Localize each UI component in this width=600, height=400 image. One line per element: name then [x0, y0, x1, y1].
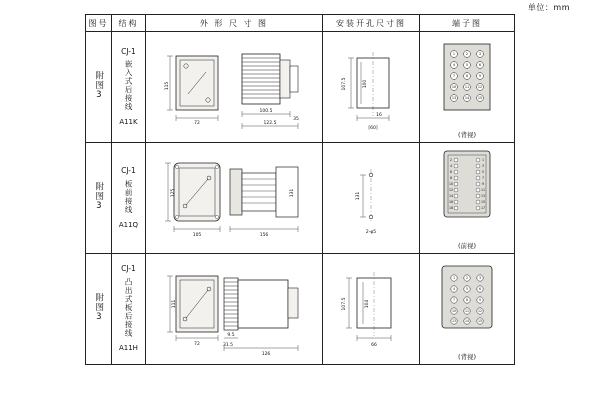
- row1-hole-1075: 107.5: [341, 77, 347, 91]
- svg-text:17: 17: [480, 206, 486, 211]
- row2-hole-svg: [323, 143, 419, 253]
- row3-hole-svg: [323, 254, 419, 364]
- row1-terminal-svg: [420, 32, 514, 124]
- svg-text:18: 18: [448, 206, 454, 211]
- row1-type: 嵌入式后接线: [124, 60, 134, 112]
- header-terminal: 端子图: [419, 15, 514, 32]
- svg-text:1: 1: [452, 276, 455, 281]
- row2-structure: [111, 143, 145, 254]
- row1-hole-100: 100: [362, 79, 368, 89]
- svg-text:4: 4: [452, 63, 456, 68]
- svg-text:8: 8: [449, 176, 452, 181]
- svg-text:11: 11: [480, 188, 486, 193]
- row2-hole-drawing: [322, 143, 419, 254]
- svg-text:6: 6: [449, 170, 452, 175]
- row1-dim-1225: 122.5: [263, 121, 277, 126]
- svg-text:11: 11: [464, 85, 470, 90]
- row3-hole-drawing: [322, 254, 419, 365]
- svg-text:10: 10: [451, 85, 457, 90]
- row1-hole-60: [60]: [368, 126, 378, 131]
- svg-text:10: 10: [448, 182, 454, 187]
- table-row: [86, 254, 515, 365]
- svg-text:4: 4: [452, 287, 455, 292]
- row1-hole-16: 16: [376, 113, 382, 118]
- row1-outline-svg: [146, 32, 322, 142]
- row3-code: A11H: [118, 344, 138, 353]
- row2-outline-drawing: [145, 143, 322, 254]
- row2-dim-156: 156: [259, 233, 269, 238]
- svg-text:2: 2: [465, 52, 469, 57]
- svg-text:15: 15: [480, 200, 486, 205]
- svg-text:4: 4: [449, 164, 452, 169]
- row3-dim-111: 111: [171, 299, 177, 309]
- svg-text:14: 14: [464, 319, 470, 324]
- svg-text:14: 14: [448, 194, 454, 199]
- svg-text:7: 7: [452, 298, 455, 303]
- row3-type: 凸出式板后接线: [124, 278, 134, 338]
- table-header-row: [86, 15, 515, 32]
- svg-text:1: 1: [481, 158, 484, 163]
- svg-text:5: 5: [481, 170, 484, 175]
- svg-text:12: 12: [477, 309, 483, 314]
- row1-structure: [111, 32, 145, 143]
- row3-outline-drawing: [145, 254, 322, 365]
- svg-text:12: 12: [448, 188, 454, 193]
- svg-text:6: 6: [478, 63, 482, 68]
- row2-drawing-no: [86, 143, 112, 254]
- row2-type: 板前接线: [124, 179, 134, 214]
- row3-dim-72: 72: [194, 342, 200, 347]
- header-structure: 结构: [111, 15, 145, 32]
- row1-code: A11K: [119, 118, 138, 127]
- svg-text:9: 9: [478, 74, 482, 79]
- svg-text:2: 2: [465, 276, 468, 281]
- row1-dim-1005: 100.5: [259, 109, 273, 114]
- row1-dim-72: 72: [194, 121, 200, 126]
- row1-drawing-no-label: 附图3: [93, 71, 104, 101]
- row2-terminal-svg: [420, 143, 514, 235]
- row2-drawing-no-label: 附图3: [93, 182, 104, 212]
- row3-hole-1075: 107.5: [341, 297, 347, 311]
- svg-text:9: 9: [478, 298, 481, 303]
- svg-text:8: 8: [465, 298, 468, 303]
- row3-model: CJ-1: [121, 264, 136, 274]
- svg-text:10: 10: [451, 309, 457, 314]
- row3-outline-svg: [146, 254, 322, 364]
- svg-text:8: 8: [465, 74, 469, 79]
- row3-terminal-svg: [420, 254, 514, 346]
- svg-text:3: 3: [478, 276, 481, 281]
- svg-text:1: 1: [452, 52, 456, 57]
- row3-dim-315: 31.5: [222, 343, 233, 348]
- table-row: [86, 143, 515, 254]
- row2-model: CJ-1: [121, 166, 136, 176]
- row1-terminal-drawing: [419, 32, 514, 143]
- svg-text:7: 7: [481, 176, 484, 181]
- row1-outline-drawing: [145, 32, 322, 143]
- row3-terminal-caption: (背视): [457, 353, 477, 361]
- row1-hole-svg: [323, 32, 419, 142]
- row2-terminal-caption: (前视): [457, 242, 477, 250]
- row3-structure: [111, 254, 145, 365]
- row3-hole-104: 104: [364, 299, 370, 309]
- row3-dim-95: 9.5: [227, 333, 235, 338]
- row3-terminal-drawing: [419, 254, 514, 365]
- row1-dim-115: 115: [164, 81, 170, 91]
- row2-dim-131: 131: [289, 188, 295, 198]
- svg-text:16: 16: [448, 200, 454, 205]
- header-drawing-no: 图号: [86, 15, 112, 32]
- svg-text:14: 14: [464, 96, 470, 101]
- svg-text:7: 7: [452, 74, 456, 79]
- row1-model: CJ-1: [121, 46, 136, 56]
- row1-terminal-caption: (背视): [457, 131, 477, 139]
- header-hole: 安装开孔尺寸图: [322, 15, 419, 32]
- header-outline: 外 形 尺 寸 图: [145, 15, 322, 32]
- svg-text:3: 3: [478, 52, 482, 57]
- row1-hole-drawing: [322, 32, 419, 143]
- row2-outline-svg: [146, 143, 322, 253]
- row1-dim-35: 35: [293, 117, 299, 122]
- svg-text:11: 11: [464, 309, 470, 314]
- row2-terminal-drawing: [419, 143, 514, 254]
- row3-drawing-no-label: 附图3: [93, 293, 104, 323]
- row2-dim-105: 105: [192, 233, 202, 238]
- svg-text:9: 9: [481, 182, 484, 187]
- spec-table: [85, 14, 515, 365]
- svg-text:3: 3: [481, 164, 484, 169]
- svg-text:6: 6: [478, 287, 481, 292]
- svg-text:15: 15: [477, 96, 483, 101]
- svg-text:2: 2: [449, 158, 452, 163]
- row1-drawing-no: [86, 32, 112, 143]
- row3-hole-66: 66: [371, 343, 377, 348]
- svg-text:15: 15: [477, 319, 483, 324]
- svg-text:5: 5: [465, 287, 468, 292]
- svg-text:13: 13: [451, 96, 457, 101]
- row3-drawing-no: [86, 254, 112, 365]
- row2-hole-131: 131: [355, 191, 361, 201]
- svg-text:12: 12: [477, 85, 483, 90]
- unit-note: 单位：mm: [527, 3, 570, 12]
- row2-dim-125: 125: [170, 188, 176, 198]
- svg-text:13: 13: [480, 194, 486, 199]
- row2-hole-2d5: 2-φ5: [365, 230, 377, 235]
- table-row: [86, 32, 515, 143]
- svg-text:13: 13: [451, 319, 457, 324]
- svg-text:5: 5: [465, 63, 469, 68]
- row2-code: A11Q: [118, 220, 139, 229]
- row3-dim-126: 126: [261, 352, 271, 357]
